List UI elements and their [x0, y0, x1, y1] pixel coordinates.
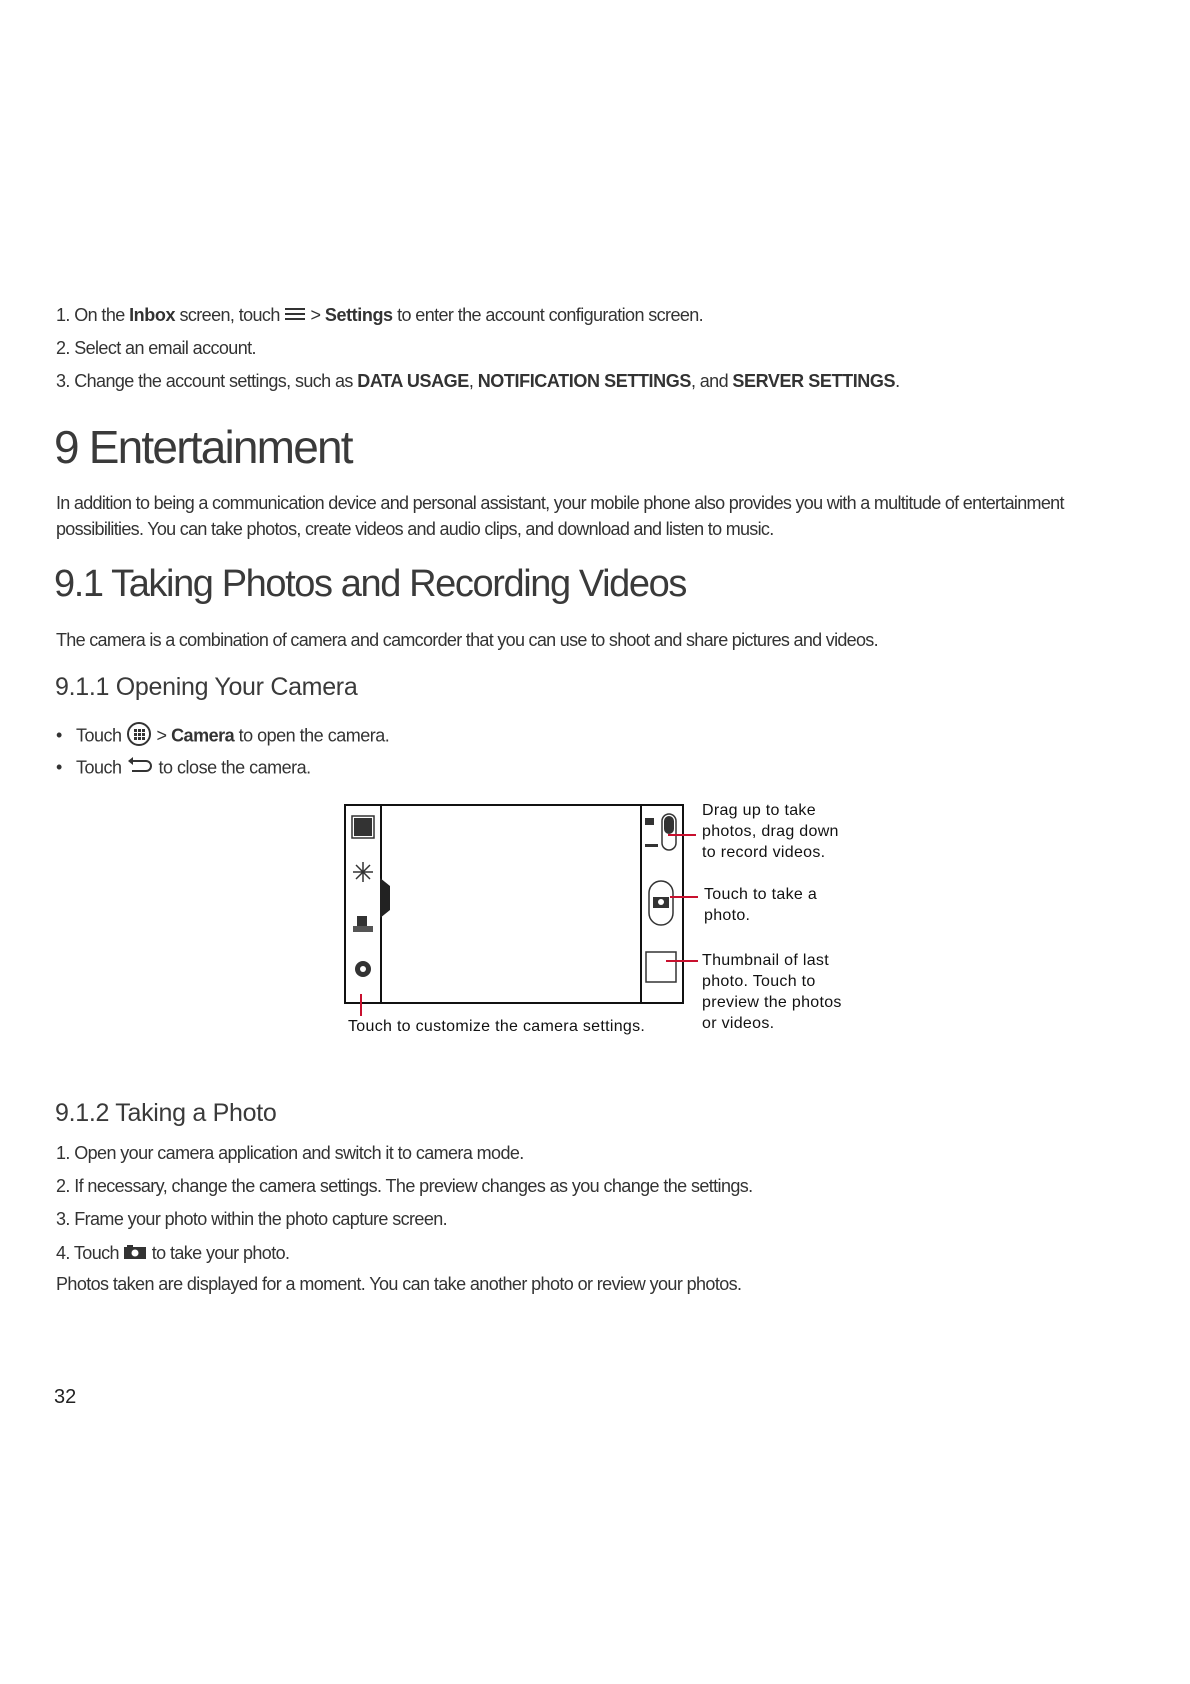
bullet-close-camera: • Touch to close the camera. [56, 757, 311, 780]
thumbnail-box [646, 952, 676, 982]
photo-step-4: 4. Touch to take your photo. [56, 1243, 290, 1263]
camera-icon [123, 1244, 147, 1265]
leader-thumb [666, 960, 698, 962]
leader-drag [668, 834, 696, 836]
camera-screen-figure [340, 800, 900, 1040]
photo-step-3: 3. Frame your photo within the photo capture screen. [56, 1209, 448, 1229]
callout-thumb: Thumbnail of last photo. Touch to preview the photos or videos. [702, 952, 842, 1032]
apps-icon [126, 721, 152, 752]
callout-drag: Drag up to take photos, drag down to record videos. [702, 802, 839, 861]
callout-touch: Touch to take a photo. [704, 886, 818, 924]
drawer-handle [380, 878, 390, 918]
chapter-intro: In addition to being a communication device and personal assistant, your mobile phone also provides you with a multitude of entertainment possibilities. You can take photos, create videos and audio clips, and download and listen to music. [56, 493, 1064, 539]
scene-icon [353, 916, 373, 932]
leader-touch [670, 896, 698, 898]
subsection-title-taking: 9.1.2 Taking a Photo [55, 1099, 277, 1127]
section-intro: The camera is a combination of camera and camcorder that you can use to shoot and share pictures and videos. [56, 630, 878, 650]
section-title: 9.1 Taking Photos and Recording Videos [54, 563, 686, 605]
flash-icon [353, 862, 373, 882]
callout-settings: Touch to customize the camera settings. [348, 1018, 646, 1035]
settings-gear-icon [355, 961, 371, 977]
capture-mode-icon [352, 816, 374, 838]
mode-switch-icon [645, 814, 676, 850]
subsection-title-opening: 9.1.1 Opening Your Camera [55, 673, 358, 701]
camera-left-toolbar [346, 806, 382, 1002]
email-step-3: 3. Change the account settings, such as DATA USAGE, NOTIFICATION SETTINGS, and SERVER SETTINGS. [56, 371, 900, 391]
back-icon [126, 757, 154, 780]
email-step-1: 1. On the Inbox screen, touch > Settings to enter the account configuration screen. [56, 305, 704, 325]
menu-icon [284, 306, 306, 327]
email-step-2: 2. Select an email account. [56, 338, 256, 358]
bullet-open-camera: • Touch > Camera to open the camera. [56, 721, 389, 752]
photo-step-2: 2. If necessary, change the camera settings. The preview changes as you change the settings. [56, 1176, 753, 1196]
photo-note: Photos taken are displayed for a moment. You can take another photo or review your photos. [56, 1274, 742, 1294]
shutter-button-icon [649, 881, 673, 925]
camera-screen [344, 804, 684, 1004]
leader-settings [360, 994, 362, 1016]
photo-step-1: 1. Open your camera application and switch it to camera mode. [56, 1143, 524, 1163]
chapter-title: 9 Entertainment [54, 421, 352, 473]
page-number: 32 [54, 1386, 77, 1408]
